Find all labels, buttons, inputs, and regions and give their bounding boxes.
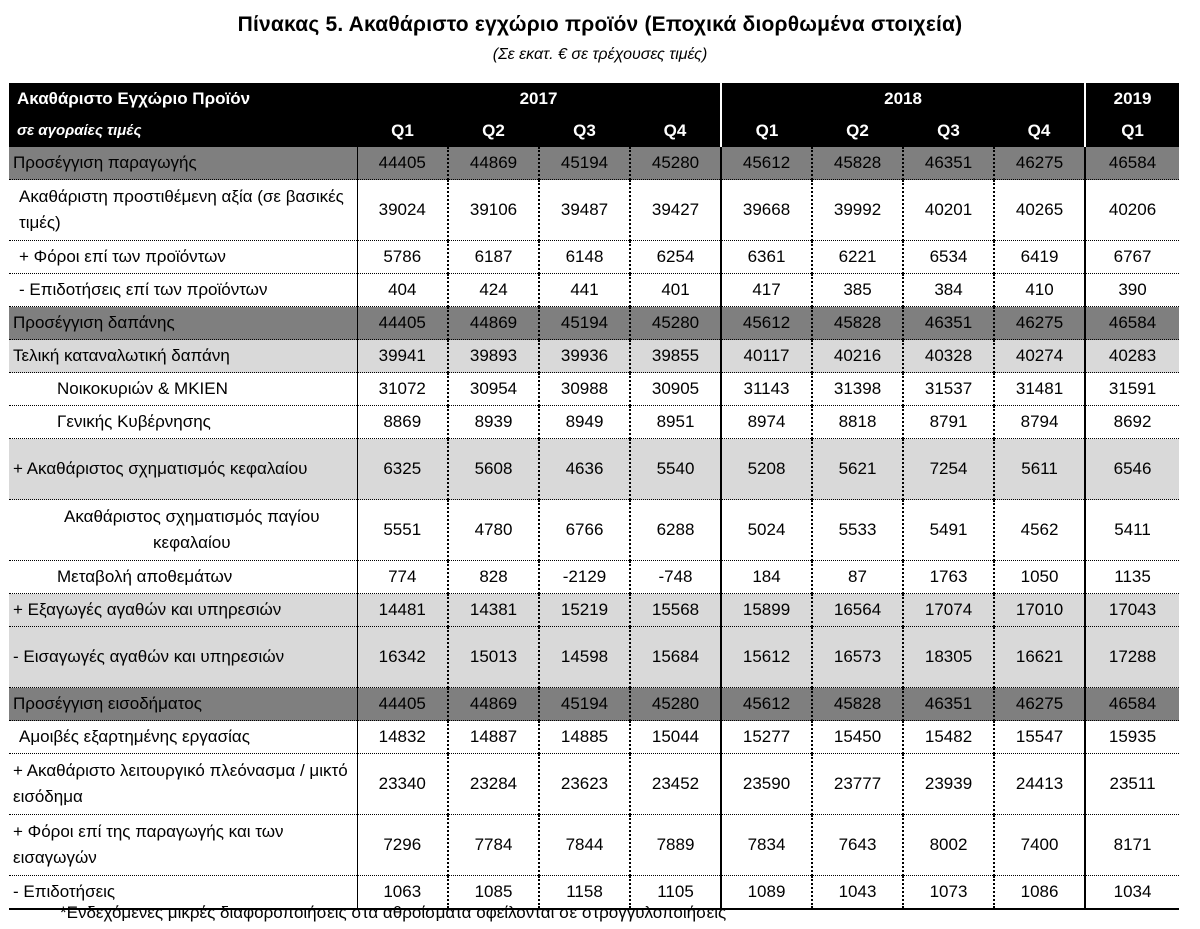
cell-value: 44869 (448, 307, 539, 340)
cell-value: 40117 (721, 340, 812, 373)
cell-value: 39893 (448, 340, 539, 373)
cell-value: 6767 (1085, 241, 1179, 274)
table-row (9, 147, 1179, 180)
cell-value: 828 (448, 561, 539, 594)
cell-value: 1158 (539, 876, 630, 910)
cell-value: 39992 (812, 180, 903, 241)
quarter-header: Q2 (448, 115, 539, 147)
cell-value: 31398 (812, 373, 903, 406)
quarter-header: Q1 (1085, 115, 1179, 147)
cell-value: 87 (812, 561, 903, 594)
row-label: Ακαθάριστη προστιθέμενη αξία (σε βασικές τιμές) (9, 180, 357, 241)
table-row (9, 340, 1179, 373)
cell-value: 6187 (448, 241, 539, 274)
table-row (9, 500, 1179, 561)
cell-value: 15044 (630, 721, 721, 754)
cell-value: 23939 (903, 754, 994, 815)
cell-value: 45612 (721, 688, 812, 721)
cell-value: 23623 (539, 754, 630, 815)
cell-value: 23340 (357, 754, 448, 815)
cell-value: 45612 (721, 147, 812, 180)
quarter-header: Q3 (539, 115, 630, 147)
row-label: Προσέγγιση παραγωγής (9, 147, 357, 180)
cell-value: 15450 (812, 721, 903, 754)
cell-value: 15219 (539, 594, 630, 627)
cell-value: 15547 (994, 721, 1085, 754)
cell-value: 17010 (994, 594, 1085, 627)
cell-value: 15612 (721, 627, 812, 688)
cell-value: 8949 (539, 406, 630, 439)
table-row (9, 274, 1179, 307)
cell-value: 6325 (357, 439, 448, 500)
cell-value: 40265 (994, 180, 1085, 241)
cell-value: 1034 (1085, 876, 1179, 910)
table-subtitle: (Σε εκατ. € σε τρέχουσες τιμές) (492, 46, 708, 63)
cell-value: 5608 (448, 439, 539, 500)
cell-value: 16564 (812, 594, 903, 627)
table-row (9, 307, 1179, 340)
cell-value: 4636 (539, 439, 630, 500)
row-label: + Ακαθάριστο λειτουργικό πλεόνασμα / μικτό εισόδημα (9, 754, 357, 815)
table-row (9, 180, 1179, 241)
cell-value: 30954 (448, 373, 539, 406)
cell-value: 6148 (539, 241, 630, 274)
cell-value: 1086 (994, 876, 1085, 910)
cell-value: 45612 (721, 307, 812, 340)
row-label: + Ακαθάριστος σχηματισμός κεφαλαίου (9, 439, 357, 500)
cell-value: 8791 (903, 406, 994, 439)
row-label: + Εξαγωγές αγαθών και υπηρεσιών (9, 594, 357, 627)
cell-value: 404 (357, 274, 448, 307)
row-label: Ακαθάριστος σχηματισμός παγίου κεφαλαίου (9, 500, 357, 561)
quarter-header: Q4 (630, 115, 721, 147)
table-row (9, 373, 1179, 406)
cell-value: 8794 (994, 406, 1085, 439)
cell-value: 40216 (812, 340, 903, 373)
cell-value: 45280 (630, 147, 721, 180)
cell-value: 45194 (539, 688, 630, 721)
cell-value: 6221 (812, 241, 903, 274)
row-label: Τελική καταναλωτική δαπάνη (9, 340, 357, 373)
cell-value: 390 (1085, 274, 1179, 307)
cell-value: 31537 (903, 373, 994, 406)
cell-value: 46584 (1085, 307, 1179, 340)
cell-value: 23452 (630, 754, 721, 815)
cell-value: 7400 (994, 815, 1085, 876)
cell-value: 14887 (448, 721, 539, 754)
row-label: Νοικοκυριών & ΜΚΙΕΝ (9, 373, 357, 406)
header-row-quarters (9, 115, 1179, 147)
cell-value: 46351 (903, 307, 994, 340)
cell-value: 5024 (721, 500, 812, 561)
cell-value: 15013 (448, 627, 539, 688)
cell-value: 7296 (357, 815, 448, 876)
cell-value: 31143 (721, 373, 812, 406)
cell-value: 15899 (721, 594, 812, 627)
row-label: Αμοιβές εξαρτημένης εργασίας (9, 721, 357, 754)
cell-value: 46351 (903, 147, 994, 180)
cell-value: 5411 (1085, 500, 1179, 561)
cell-value: 16621 (994, 627, 1085, 688)
cell-value: 385 (812, 274, 903, 307)
cell-value: 5621 (812, 439, 903, 500)
cell-value: 8939 (448, 406, 539, 439)
cell-value: 15935 (1085, 721, 1179, 754)
cell-value: 39936 (539, 340, 630, 373)
cell-value: 1043 (812, 876, 903, 910)
table-row (9, 721, 1179, 754)
cell-value: 23511 (1085, 754, 1179, 815)
cell-value: 1089 (721, 876, 812, 910)
cell-value: 6546 (1085, 439, 1179, 500)
cell-value: 5611 (994, 439, 1085, 500)
cell-value: 40274 (994, 340, 1085, 373)
cell-value: 6254 (630, 241, 721, 274)
quarter-header: Q2 (812, 115, 903, 147)
cell-value: 6534 (903, 241, 994, 274)
cell-value: 8818 (812, 406, 903, 439)
cell-value: 23284 (448, 754, 539, 815)
row-label: - Επιδοτήσεις επί των προϊόντων (9, 274, 357, 307)
cell-value: 16573 (812, 627, 903, 688)
quarter-header: Q1 (721, 115, 812, 147)
cell-value: 18305 (903, 627, 994, 688)
cell-value: 14885 (539, 721, 630, 754)
row-label: Γενικής Κυβέρνησης (9, 406, 357, 439)
cell-value: 45828 (812, 307, 903, 340)
cell-value: 184 (721, 561, 812, 594)
row-label: + Φόροι επί των προϊόντων (9, 241, 357, 274)
cell-value: 31481 (994, 373, 1085, 406)
cell-value: 44869 (448, 688, 539, 721)
cell-value: 46584 (1085, 147, 1179, 180)
table-row (9, 754, 1179, 815)
cell-value: 8974 (721, 406, 812, 439)
year-header-2019: 2019 (1085, 83, 1179, 115)
gdp-table (9, 83, 1179, 910)
cell-value: 5491 (903, 500, 994, 561)
cell-value: 23777 (812, 754, 903, 815)
cell-value: 441 (539, 274, 630, 307)
cell-value: 417 (721, 274, 812, 307)
cell-value: 17074 (903, 594, 994, 627)
cell-value: 30988 (539, 373, 630, 406)
cell-value: 15482 (903, 721, 994, 754)
cell-value: 31072 (357, 373, 448, 406)
cell-value: 44405 (357, 688, 448, 721)
year-header-2018: 2018 (721, 83, 1085, 115)
cell-value: 39941 (357, 340, 448, 373)
cell-value: 410 (994, 274, 1085, 307)
cell-value: 39855 (630, 340, 721, 373)
cell-value: 4780 (448, 500, 539, 561)
cell-value: 4562 (994, 500, 1085, 561)
cell-value: 45280 (630, 307, 721, 340)
table-row (9, 594, 1179, 627)
cell-value: 384 (903, 274, 994, 307)
cell-value: 1135 (1085, 561, 1179, 594)
table-row (9, 627, 1179, 688)
cell-value: 7844 (539, 815, 630, 876)
footnote: *Ενδεχόμενες μικρές διαφοροποιήσεις στα αθροίσματα οφείλονται σε στρογγυλοποιήσεις (60, 903, 727, 922)
cell-value: 39668 (721, 180, 812, 241)
cell-value: 45828 (812, 688, 903, 721)
row-label: Προσέγγιση εισοδήματος (9, 688, 357, 721)
cell-value: 45194 (539, 147, 630, 180)
cell-value: 5540 (630, 439, 721, 500)
cell-value: 46275 (994, 147, 1085, 180)
cell-value: 44405 (357, 147, 448, 180)
cell-value: 1073 (903, 876, 994, 910)
quarter-header: Q4 (994, 115, 1085, 147)
cell-value: 15684 (630, 627, 721, 688)
cell-value: 1763 (903, 561, 994, 594)
cell-value: 16342 (357, 627, 448, 688)
row-label: Προσέγγιση δαπάνης (9, 307, 357, 340)
cell-value: 1105 (630, 876, 721, 910)
cell-value: 6288 (630, 500, 721, 561)
cell-value: 7643 (812, 815, 903, 876)
cell-value: 424 (448, 274, 539, 307)
cell-value: 6766 (539, 500, 630, 561)
cell-value: 401 (630, 274, 721, 307)
header-row-years (9, 83, 1179, 115)
cell-value: 17288 (1085, 627, 1179, 688)
cell-value: 40283 (1085, 340, 1179, 373)
cell-value: 14381 (448, 594, 539, 627)
cell-value: 8951 (630, 406, 721, 439)
table-row (9, 406, 1179, 439)
table-title: Πίνακας 5. Ακαθάριστο εγχώριο προϊόν (Εποχικά διορθωμένα στοιχεία) (237, 13, 963, 36)
quarter-header: Q1 (357, 115, 448, 147)
cell-value: 14598 (539, 627, 630, 688)
row-label: Μεταβολή αποθεμάτων (9, 561, 357, 594)
cell-value: 6361 (721, 241, 812, 274)
cell-value: 15568 (630, 594, 721, 627)
cell-value: 44405 (357, 307, 448, 340)
cell-value: 40328 (903, 340, 994, 373)
table-row (9, 241, 1179, 274)
header-sublabel: σε αγοραίες τιμές (9, 115, 357, 147)
cell-value: 5786 (357, 241, 448, 274)
cell-value: 45828 (812, 147, 903, 180)
cell-value: 7254 (903, 439, 994, 500)
cell-value: 46275 (994, 307, 1085, 340)
cell-value: 40201 (903, 180, 994, 241)
cell-value: 5551 (357, 500, 448, 561)
cell-value: 30905 (630, 373, 721, 406)
cell-value: 5533 (812, 500, 903, 561)
cell-value: 39106 (448, 180, 539, 241)
row-label: - Επιδοτήσεις (9, 876, 357, 910)
cell-value: 46351 (903, 688, 994, 721)
cell-value: 1063 (357, 876, 448, 910)
table-row (9, 815, 1179, 876)
cell-value: 14481 (357, 594, 448, 627)
cell-value: 45280 (630, 688, 721, 721)
cell-value: 774 (357, 561, 448, 594)
cell-value: 46584 (1085, 688, 1179, 721)
year-header-2017: 2017 (357, 83, 721, 115)
quarter-header: Q3 (903, 115, 994, 147)
cell-value: 39427 (630, 180, 721, 241)
cell-value: 8869 (357, 406, 448, 439)
cell-value: 39487 (539, 180, 630, 241)
cell-value: 15277 (721, 721, 812, 754)
cell-value: 39024 (357, 180, 448, 241)
cell-value: 5208 (721, 439, 812, 500)
table-row (9, 688, 1179, 721)
cell-value: 8692 (1085, 406, 1179, 439)
cell-value: 46275 (994, 688, 1085, 721)
table-body (9, 147, 1179, 909)
cell-value: 17043 (1085, 594, 1179, 627)
cell-value: 31591 (1085, 373, 1179, 406)
table-row (9, 561, 1179, 594)
cell-value: 14832 (357, 721, 448, 754)
cell-value: -2129 (539, 561, 630, 594)
row-label: + Φόροι επί της παραγωγής και των εισαγωγών (9, 815, 357, 876)
cell-value: 44869 (448, 147, 539, 180)
cell-value: 7889 (630, 815, 721, 876)
cell-value: 1050 (994, 561, 1085, 594)
row-label: - Εισαγωγές αγαθών και υπηρεσιών (9, 627, 357, 688)
table-row (9, 439, 1179, 500)
cell-value: 40206 (1085, 180, 1179, 241)
cell-value: -748 (630, 561, 721, 594)
cell-value: 6419 (994, 241, 1085, 274)
cell-value: 8002 (903, 815, 994, 876)
cell-value: 8171 (1085, 815, 1179, 876)
cell-value: 45194 (539, 307, 630, 340)
cell-value: 23590 (721, 754, 812, 815)
header-label: Ακαθάριστο Εγχώριο Προϊόν (9, 83, 357, 115)
cell-value: 7784 (448, 815, 539, 876)
cell-value: 1085 (448, 876, 539, 910)
cell-value: 24413 (994, 754, 1085, 815)
cell-value: 7834 (721, 815, 812, 876)
